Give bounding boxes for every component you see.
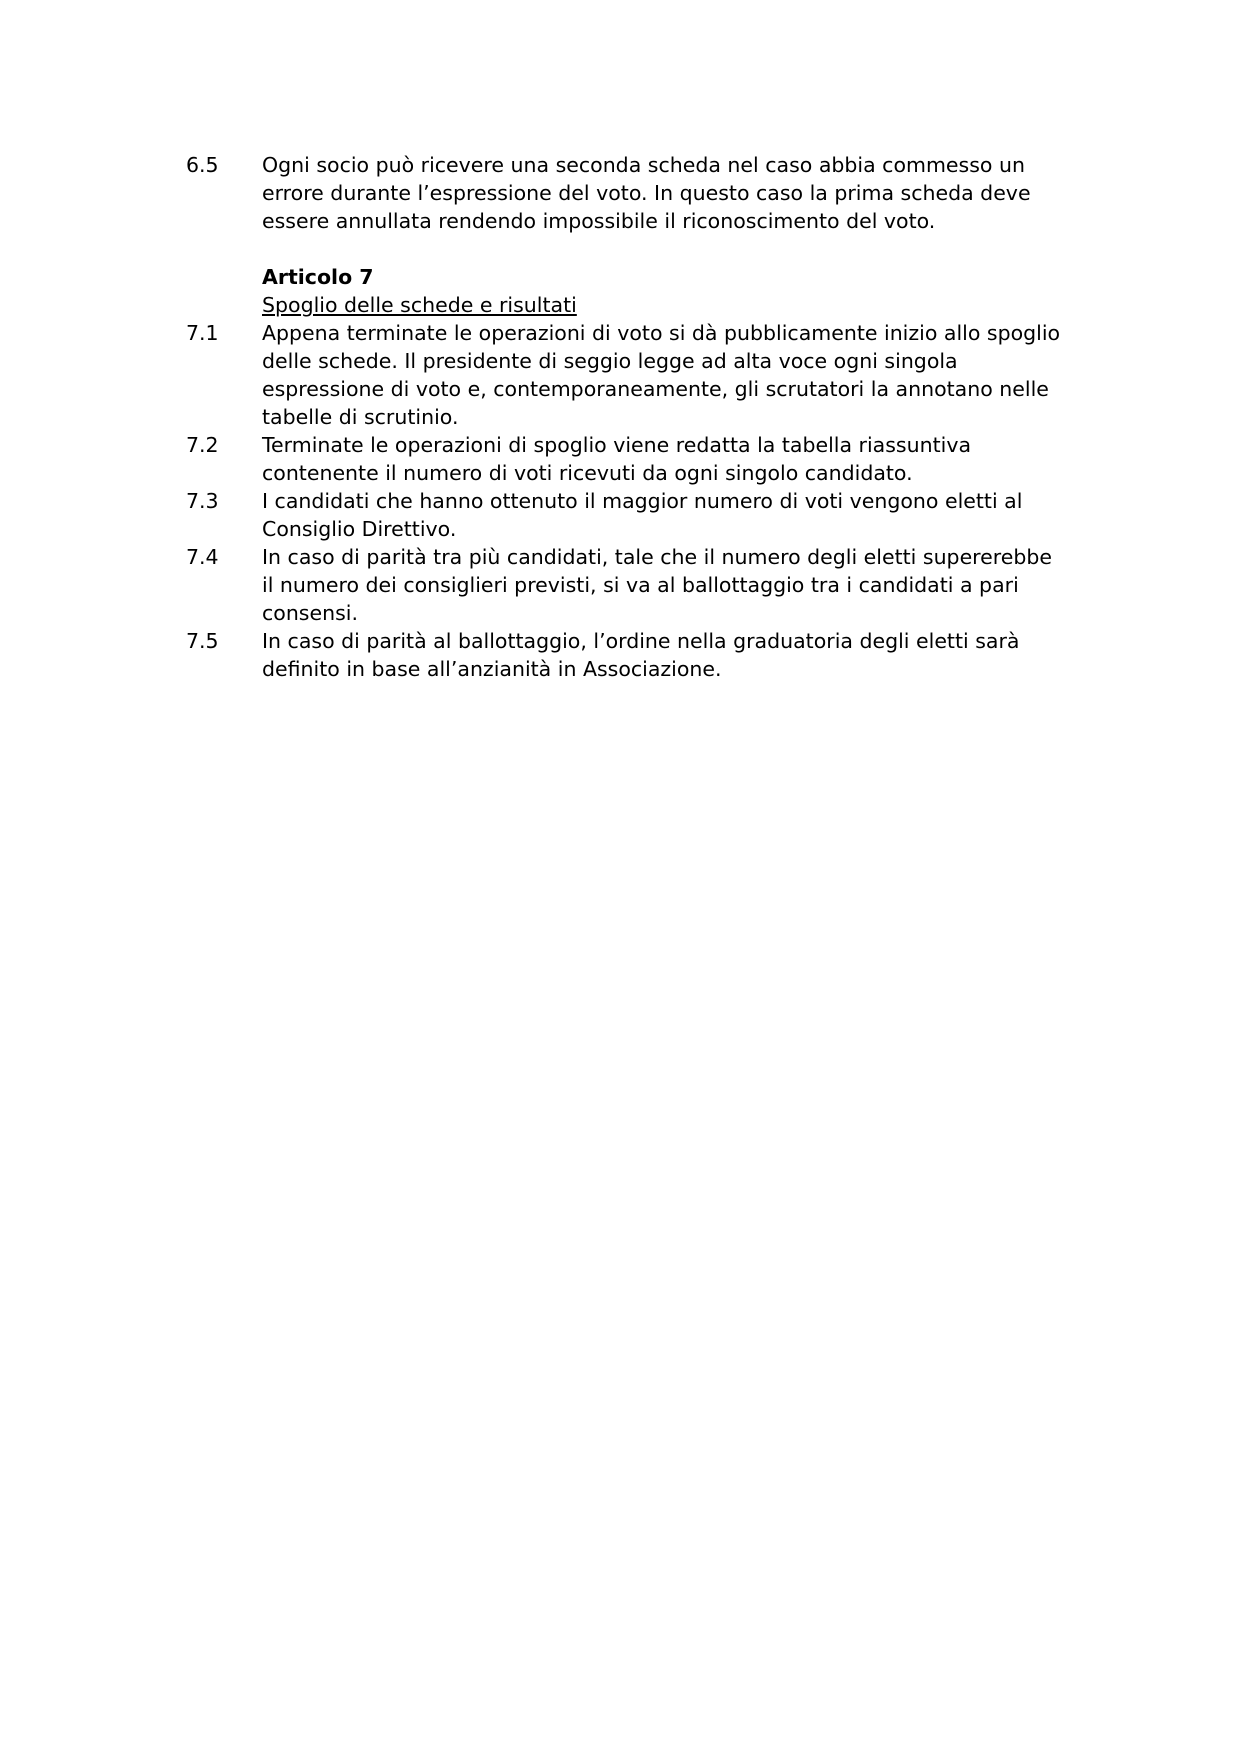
clause-number: 7.3: [186, 489, 219, 513]
clause-7-3: [186, 487, 1066, 543]
article-subtitle-text: Spoglio delle schede e risultati: [262, 293, 577, 317]
clause-number: 7.2: [186, 433, 219, 457]
clause-7-5: [186, 627, 1066, 683]
clause-7-1: [186, 319, 1066, 431]
clause-text: In caso di parità al ballottaggio, l’ordine nella graduatoria degli eletti sarà definito in base all’anzianità in Associazione.: [262, 629, 1020, 681]
clause-text: In caso di parità tra più candidati, tale che il numero degli eletti supererebbe il numero dei consiglieri previsti, si va al ballottaggio tra i candidati a pari consensi.: [262, 545, 1053, 625]
clause-text: I candidati che hanno ottenuto il maggior numero di voti vengono eletti al Consiglio Direttivo.: [262, 489, 1023, 541]
clause-7-4: [186, 543, 1066, 627]
clause-text: Terminate le operazioni di spoglio viene redatta la tabella riassuntiva contenente il numero di voti ricevuti da ogni singolo candidato.: [262, 433, 972, 485]
clause-number: 6.5: [186, 153, 219, 177]
clause-number: 7.5: [186, 629, 219, 653]
article-subtitle: [186, 291, 1066, 319]
clause-text: Ogni socio può ricevere una seconda scheda nel caso abbia commesso un errore durante l’espressione del voto. In questo caso la prima scheda deve essere annullata rendendo impossibile il riconoscimento del voto.: [262, 153, 1031, 233]
document-content: [186, 151, 1066, 683]
clause-text: Appena terminate le operazioni di voto si dà pubblicamente inizio allo spoglio delle schede. Il presidente di seggio legge ad alta voce ogni singola espressione di voto e, contemporaneamente, gli scrutatori la annotano nelle tabelle di scrutinio.: [262, 321, 1061, 429]
paragraph-spacer: [186, 235, 1066, 263]
clause-7-2: [186, 431, 1066, 487]
clause-number: 7.4: [186, 545, 219, 569]
clause-number: 7.1: [186, 321, 219, 345]
article-title: Articolo 7: [262, 265, 374, 289]
clause-6-5: [186, 151, 1066, 235]
